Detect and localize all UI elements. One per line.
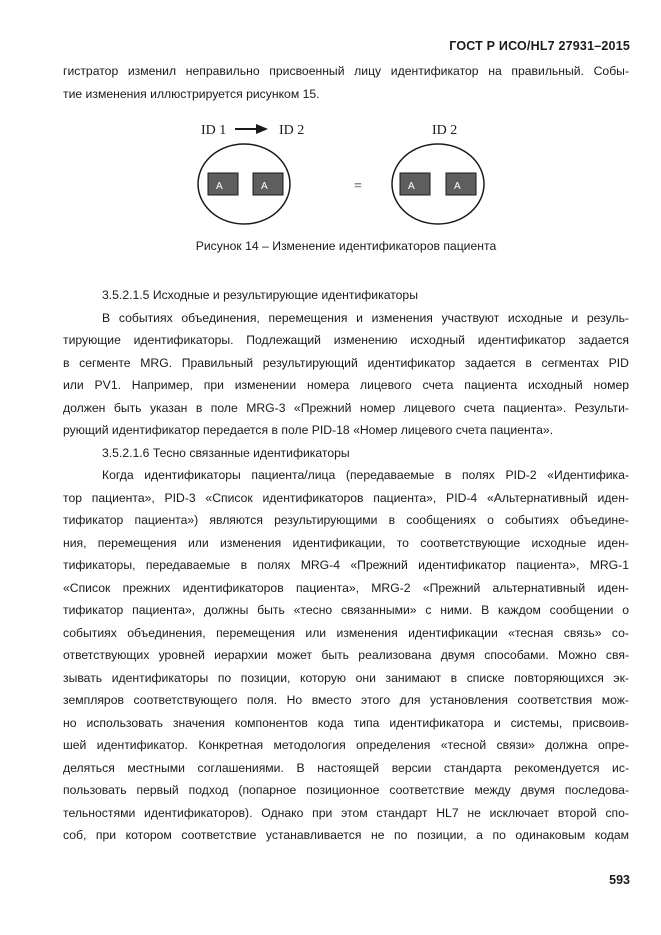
text-line: или PV1. Например, при изменении номера лицевого счета пациента исходный номер: [63, 378, 629, 392]
text-line: тификаторы, передаваемые в полях MRG-4 «Прежний идентификатор пациента», MRG-1: [63, 558, 629, 572]
text-line: В событиях объединения, перемещения и изменения участвуют исходные и резуль-: [102, 310, 629, 325]
text-line: ответствующих уровней иерархии может быть реализована двумя способами. Можно свя-: [63, 648, 629, 662]
person-card-icon: [253, 173, 283, 195]
label-id2-left: ID 2: [279, 123, 305, 138]
text-line: Когда идентификаторы пациента/лица (передаваемые в полях PID-2 «Идентифика-: [102, 468, 629, 482]
text-line: гистратор изменил неправильно присвоенный лицу идентификатор на правильный. Собы-: [63, 64, 629, 78]
label-id1: ID 1: [201, 123, 227, 138]
text-line: ния, перемещения или изменения идентификации, то соответствующие исходные иден-: [63, 535, 629, 550]
text-line: событиях объединения, перемещения или изменения идентификации «тесная связь» со-: [63, 625, 629, 640]
text-line: тирующие идентификаторы. Подлежащий изменению исходный идентификатор задается: [63, 333, 629, 347]
text-line: зывать идентификаторы по позиции, которую они занимают в списке повторяющихся эк-: [63, 670, 629, 685]
person-card-icon: [446, 173, 476, 195]
text-line: тор пациента», PID-3 «Список идентификаторов пациента», PID-4 «Альтернативный иден-: [63, 490, 629, 505]
text-line: шей идентификатор. Конкретная методология определения «тесной связи» должна опре-: [63, 738, 629, 752]
text-line: тие изменения иллюстрируется рисунком 15.: [63, 86, 320, 101]
text-line: рующий идентификатор передается в поле PID-18 «Номер лицевого счета пациента».: [63, 423, 554, 437]
text-line: «Список прежних идентификаторов пациента», MRG-2 «Прежний альтернативный иден-: [63, 580, 629, 595]
label-id2-right: ID 2: [432, 123, 458, 138]
person-card-icon: [400, 173, 430, 195]
text-line: земпляров соответствующего поля. Но вместо этого для установления соответствия мож-: [63, 693, 629, 707]
figure-caption: Рисунок 14 – Изменение идентификаторов пациента: [195, 239, 497, 253]
card-glyph: A: [408, 181, 415, 192]
text-line: соб, при котором соответствие устанавливается не по позиции, а по одинаковым кодам: [63, 828, 629, 842]
text-line: тификатор пациента», должны быть «тесно связанными» с ними. В каждом сообщении о: [63, 603, 629, 617]
figure-14: [190, 116, 530, 234]
card-glyph: A: [261, 181, 268, 192]
text-line: тельностями идентификаторов). Однако при этом стандарт HL7 не исключает второй спо-: [63, 805, 629, 820]
text-line: в сегменте MRG. Правильный результирующий идентификатор задается в сегментах PID: [63, 355, 629, 370]
id-change-diagram: [190, 116, 530, 234]
card-glyph: A: [454, 181, 461, 192]
body-text: [63, 284, 629, 847]
document-header: ГОСТ Р ИСО/HL7 27931–2015: [449, 39, 630, 53]
person-card-icon: [208, 173, 238, 195]
card-glyph: A: [216, 181, 223, 192]
text-line: должен быть указан в поле MRG-3 «Прежний номер лицевого счета пациента». Результи-: [63, 400, 629, 415]
text-line: но использовать значения компонентов кода типа идентификатора и системы, присвоив-: [63, 715, 629, 730]
text-line: пользовать первый подход (попарное позиционное соответствие между двумя последова-: [63, 783, 629, 797]
arrow-head-icon: [256, 124, 268, 134]
section-heading: 3.5.2.1.5 Исходные и результирующие идентификаторы: [102, 288, 418, 302]
section-heading: 3.5.2.1.6 Тесно связанные идентификаторы: [102, 445, 350, 460]
text-line: деляться местными соглашениями. В настоящей версии стандарта рекомендуется ис-: [63, 760, 629, 775]
text-line: тификатор пациента») являются результирующими в сообщениях о событиях объедине-: [63, 513, 629, 527]
page-number: 593: [609, 873, 630, 887]
equals-sign: =: [354, 179, 362, 194]
intro-paragraph: [63, 60, 629, 105]
